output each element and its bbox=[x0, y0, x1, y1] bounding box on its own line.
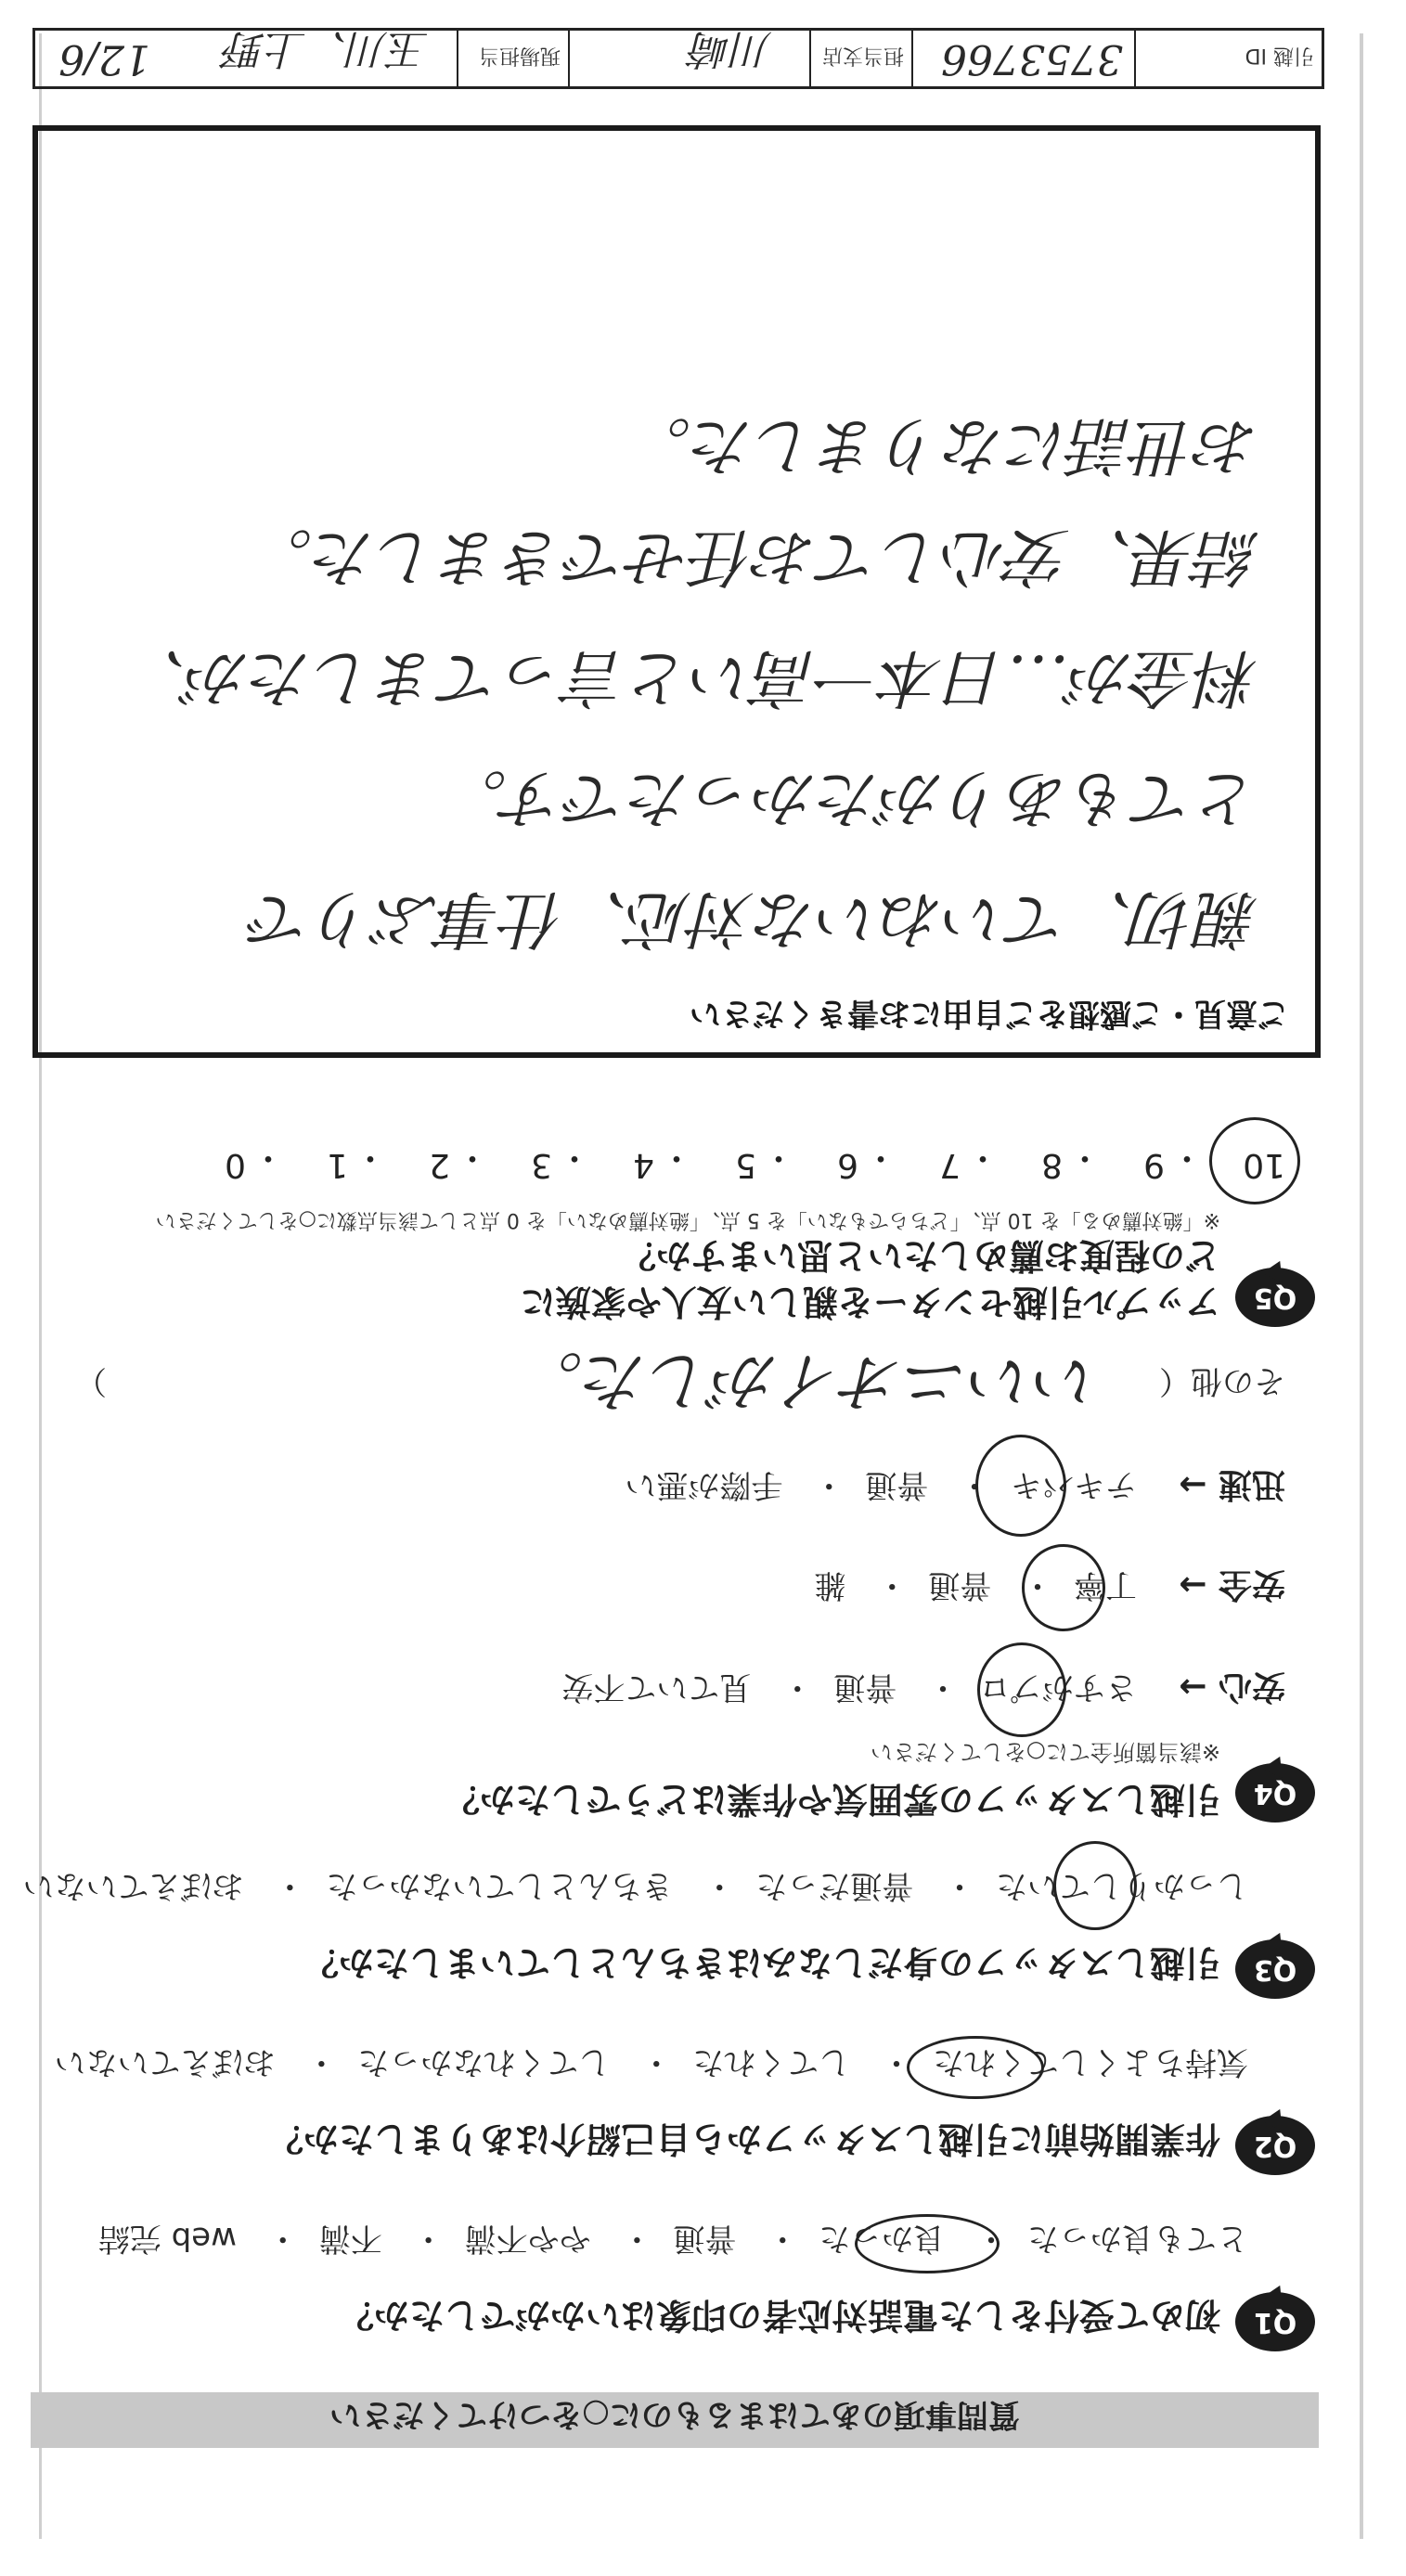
q4-anshin-option[interactable]: 見ていて不安 bbox=[561, 1668, 752, 1706]
q2-question: 作業開始前に引越しスタッフから自己紹介はありましたか？ bbox=[267, 2119, 1220, 2159]
move-id-label: 引越 ID bbox=[1245, 44, 1314, 67]
footer-branch-value-cell bbox=[568, 25, 811, 86]
q2-option[interactable]: してくれた bbox=[692, 2043, 851, 2080]
q1-question: 初めて受付をした電話対応者の印象はいかがでしたか？ bbox=[338, 2295, 1220, 2336]
q5-question-line1: アップル引越センターを親しい友人や家族に bbox=[520, 1282, 1220, 1322]
q4-jinsoku-selection-circle bbox=[975, 1435, 1066, 1537]
q4-other-handwritten[interactable]: いいニオイがした。 bbox=[518, 1343, 1100, 1419]
q2-option-selected[interactable]: 気持ちよくしてくれた bbox=[933, 2043, 1248, 2080]
q2-option[interactable]: おぼえていない bbox=[54, 2043, 276, 2080]
staff-label: 現場担当 bbox=[478, 44, 561, 67]
q1-option[interactable]: やや不満 bbox=[464, 2220, 591, 2257]
q3-question: 引越しスタッフの身だしなみはきちんとしていましたか？ bbox=[303, 1942, 1220, 1983]
q1-selection-circle bbox=[855, 2214, 1000, 2273]
q3-options: しっかりしていた・ 普通だった・ きちんとしていなかった・ おぼえていない bbox=[22, 1867, 1248, 1904]
score-1[interactable]: 1 bbox=[327, 1146, 348, 1184]
score-6[interactable]: 6 bbox=[837, 1146, 858, 1184]
q4-jinsoku-option-selected[interactable]: テキパキ bbox=[1011, 1466, 1137, 1503]
q1-option[interactable]: 不満 bbox=[318, 2220, 382, 2257]
q3-option[interactable]: おぼえていない bbox=[22, 1867, 244, 1904]
comment-line-2: とてもありがたかったです。 bbox=[444, 761, 1259, 834]
q4-row-label-anshin: 安心 → bbox=[1179, 1668, 1285, 1706]
score-2[interactable]: 2 bbox=[429, 1146, 450, 1184]
footer-staff-label-cell bbox=[457, 31, 570, 86]
q4-row-label-anzen: 安全 → bbox=[1179, 1565, 1285, 1604]
branch-value: 川崎 bbox=[690, 25, 772, 72]
q4-badge bbox=[1235, 1758, 1315, 1823]
q4-note: ※該当箇所全てに○をしてください bbox=[870, 1739, 1220, 1765]
q4-anzen-selection-circle bbox=[1022, 1544, 1105, 1631]
score-3[interactable]: 3 bbox=[531, 1146, 552, 1184]
q5-selection-circle bbox=[1209, 1117, 1300, 1204]
q1-option[interactable]: 普通 bbox=[673, 2220, 737, 2257]
q4-anshin-option-selected[interactable]: さすがプロ bbox=[979, 1668, 1137, 1706]
q5-score-scale: 10 ・ 9 ・ 8 ・ 7 ・ 6 ・ 5 ・ 4 ・ 3 ・ 2 ・ 1 ・ 0 bbox=[225, 1139, 1285, 1184]
score-8[interactable]: 8 bbox=[1041, 1146, 1063, 1184]
q1-option[interactable]: web 完結 bbox=[97, 2220, 237, 2257]
left-edge-line bbox=[1360, 33, 1363, 2539]
q1-badge-label: Q1 bbox=[1253, 2306, 1297, 2338]
q1-option-selected[interactable]: 良かった bbox=[819, 2220, 946, 2257]
staff-value: 玉川、上野 bbox=[225, 25, 429, 72]
banner-text: 質問事項のあてはまるものに○をつけてください bbox=[329, 2396, 1020, 2433]
score-0[interactable]: 0 bbox=[225, 1146, 246, 1184]
comment-line-4: 結果、安心してお任せできました。 bbox=[249, 520, 1259, 593]
q3-option[interactable]: 普通だった bbox=[755, 1867, 914, 1904]
footer-id-row bbox=[32, 25, 1324, 89]
q3-option[interactable]: きちんとしていなかった bbox=[326, 1867, 674, 1904]
score-5[interactable]: 5 bbox=[735, 1146, 756, 1184]
comment-line-1: 親切、ていねいな対応、仕事ぶりで bbox=[249, 882, 1259, 955]
q2-selection-circle bbox=[907, 2036, 1044, 2099]
q3-badge-label: Q3 bbox=[1253, 1953, 1297, 1986]
q2-badge bbox=[1235, 2110, 1315, 2175]
q1-option[interactable]: とても良かった bbox=[1027, 2220, 1248, 2257]
q4-jinsoku-option[interactable]: 普通 bbox=[865, 1466, 929, 1503]
q4-anshin-selection-circle bbox=[977, 1642, 1066, 1737]
score-7[interactable]: 7 bbox=[939, 1146, 961, 1184]
q5-badge-label: Q5 bbox=[1253, 1282, 1297, 1314]
q2-option[interactable]: してくれなかった bbox=[357, 2043, 611, 2080]
q5-badge bbox=[1235, 1262, 1315, 1327]
date-value: 12/6 bbox=[58, 35, 150, 83]
comment-line-3: 料金が…日本一高いと言ってましたが、 bbox=[123, 640, 1259, 714]
move-id-value: 3753766 bbox=[941, 35, 1123, 83]
q4-jinsoku-option[interactable]: 手際が悪い bbox=[625, 1466, 783, 1503]
q4-anzen-option-selected[interactable]: 丁寧 bbox=[1074, 1566, 1137, 1604]
q5-note: ※「絶対薦める」を 10 点、「どちらでもない」を 5 点、「絶対薦めない」を 0 点として該当点数に○をしてください bbox=[155, 1208, 1220, 1231]
comment-line-5: お世話になりました。 bbox=[627, 408, 1259, 482]
q3-selection-circle bbox=[1053, 1841, 1137, 1930]
footer-branch-label-cell bbox=[809, 31, 913, 86]
q5-question-line2: どの程度お薦めしたいと思いますか？ bbox=[620, 1235, 1220, 1276]
q4-other-close: ） bbox=[75, 1362, 107, 1399]
q4-row-anshin-options: さすがプロ・ 普通・ 見ていて不安 bbox=[561, 1668, 1137, 1706]
comment-box-title: ご意見・ご感想をご自由にお書きください bbox=[690, 995, 1289, 1032]
instruction-banner bbox=[31, 2392, 1319, 2448]
footer-staff-value-cell bbox=[33, 25, 458, 86]
footer-id-value-cell bbox=[911, 31, 1136, 86]
q3-badge bbox=[1235, 1934, 1315, 1999]
q2-options: 気持ちよくしてくれた・ してくれた・ してくれなかった・ おぼえていない bbox=[54, 2043, 1248, 2080]
q1-badge bbox=[1235, 2286, 1315, 2351]
score-10[interactable]: 10 bbox=[1243, 1146, 1285, 1184]
q1-options: とても良かった・ 良かった・ 普通・ やや不満・ 不満・ web 完結 bbox=[97, 2220, 1248, 2257]
q4-other-label: その他（ bbox=[1159, 1362, 1285, 1399]
q4-anzen-option[interactable]: 普通 bbox=[928, 1566, 992, 1604]
comment-box[interactable] bbox=[32, 125, 1321, 1058]
score-9[interactable]: 9 bbox=[1143, 1146, 1165, 1184]
branch-label: 担当支店 bbox=[821, 44, 904, 67]
q4-badge-label: Q4 bbox=[1253, 1777, 1297, 1810]
q4-row-label-jinsoku: 迅速 → bbox=[1179, 1465, 1285, 1503]
q4-anzen-option[interactable]: 雑 bbox=[814, 1566, 846, 1604]
footer-id-label-cell bbox=[1136, 31, 1322, 86]
score-4[interactable]: 4 bbox=[633, 1146, 654, 1184]
q2-badge-label: Q2 bbox=[1253, 2130, 1297, 2162]
q4-anshin-option[interactable]: 普通 bbox=[833, 1668, 897, 1706]
q4-row-jinsoku-options: テキパキ・ 普通・ 手際が悪い bbox=[625, 1466, 1137, 1503]
q3-option-selected[interactable]: しっかりしていた bbox=[996, 1867, 1248, 1904]
q4-row-anzen-options: 丁寧・ 普通・ 雑 bbox=[814, 1566, 1137, 1604]
q4-question: 引越しスタッフの雰囲気や作業はどうでしたか？ bbox=[444, 1779, 1220, 1820]
